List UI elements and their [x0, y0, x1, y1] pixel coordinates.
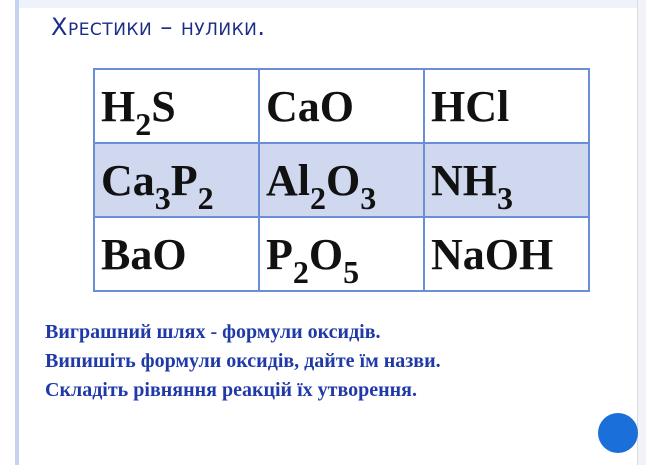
- grid-row: [94, 69, 589, 143]
- blue-circle-button[interactable]: [598, 413, 638, 453]
- formula-text: CaO: [266, 81, 354, 131]
- formula-subscript: 3: [154, 179, 171, 216]
- formula-text: Al: [266, 155, 310, 205]
- formula-text: NaOH: [431, 229, 554, 279]
- formula-text: P: [170, 155, 198, 205]
- formula-text: HCl: [431, 81, 510, 131]
- formula-text: P: [266, 229, 293, 279]
- instruction-line: Випишіть формули оксидів, дайте їм назви.: [45, 350, 441, 372]
- formula-subscript: 2: [197, 179, 214, 216]
- formula-subscript: 3: [360, 179, 377, 216]
- formula-subscript: 3: [497, 179, 513, 216]
- grid-cell-formula[interactable]: [94, 217, 259, 291]
- left-margin-rule: [15, 0, 19, 465]
- grid-cell-formula[interactable]: [94, 143, 259, 217]
- grid-cell-formula[interactable]: [424, 69, 589, 143]
- tic-tac-toe-grid: [93, 68, 590, 292]
- instruction-line: Складіть рівняння реакцій їх утворення.: [45, 379, 417, 401]
- grid-cell-formula[interactable]: [424, 143, 589, 217]
- formula-text: O: [326, 155, 361, 205]
- instruction-line: Виграшний шлях - формули оксидів.: [45, 321, 381, 343]
- formula-subscript: 5: [343, 253, 360, 290]
- top-border: [19, 0, 638, 8]
- formula-subscript: 2: [292, 253, 309, 290]
- right-edge: [637, 0, 646, 465]
- instructions: [45, 318, 605, 405]
- grid-cell-formula[interactable]: [259, 217, 424, 291]
- formula-text: NH: [431, 155, 497, 205]
- formula-subscript: 2: [310, 179, 326, 216]
- grid-cell-formula[interactable]: [94, 69, 259, 143]
- page-title: Хрестики – нулики.: [51, 13, 266, 41]
- formula-subscript: 2: [135, 105, 152, 142]
- grid-row: [94, 217, 589, 291]
- formula-text: H: [101, 81, 136, 131]
- grid-cell-formula[interactable]: [424, 217, 589, 291]
- formula-text: BaO: [101, 229, 187, 279]
- grid-cell-formula[interactable]: [259, 69, 424, 143]
- grid-row: [94, 143, 589, 217]
- formula-text: S: [151, 81, 176, 131]
- grid-cell-formula[interactable]: [259, 143, 424, 217]
- formula-text: Ca: [101, 155, 155, 205]
- formula-text: O: [308, 229, 344, 279]
